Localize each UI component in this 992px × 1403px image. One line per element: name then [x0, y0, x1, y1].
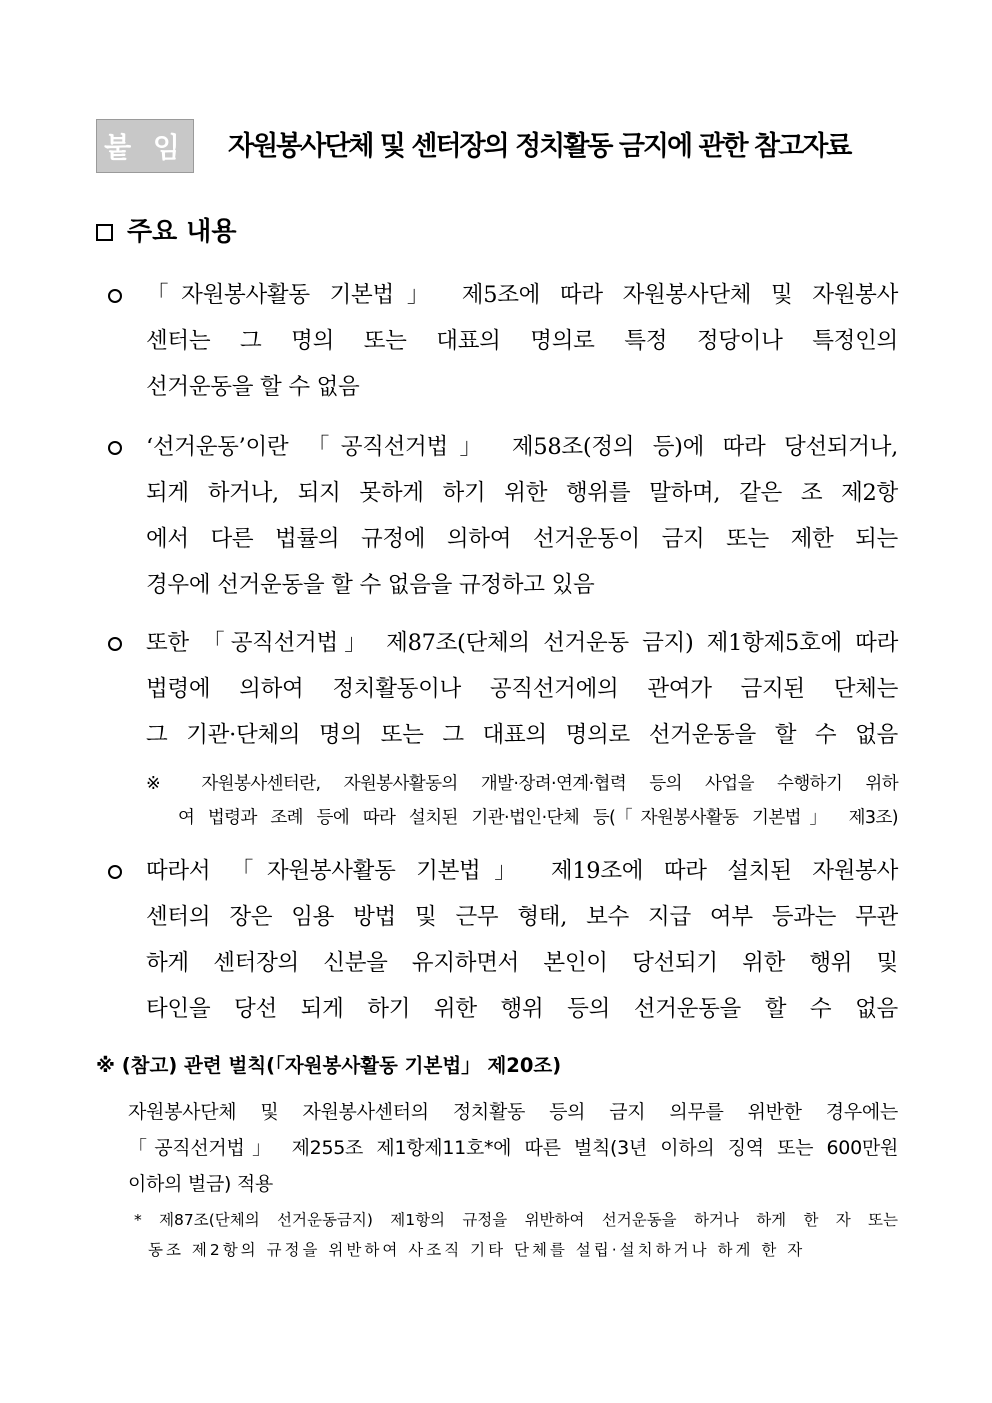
bullet-line: ‘선거운동’이란 「공직선거법」 제58조(정의 등)에 따라 당선되거나,: [146, 434, 898, 460]
circle-bullet-icon: [108, 865, 122, 879]
bullet-line: 「자원봉사활동 기본법」 제5조에 따라 자원봉사단체 및 자원봉사: [146, 282, 898, 308]
note-line: ※ 자원봉사센터란, 자원봉사활동의 개발·장려·연계·협력 등의 사업을 수행하기 위하: [146, 774, 898, 794]
bullet-line: 그 기관·단체의 명의 또는 그 대표의 명의로 선거운동을 할 수 없음: [146, 722, 898, 748]
circle-bullet-icon: [108, 289, 122, 303]
bullet-line: 법령에 의하여 정치활동이나 공직선거에의 관여가 금지된 단체는: [146, 676, 898, 702]
title-row: [96, 119, 916, 175]
bullet-line: 경우에 선거운동을 할 수 없음을 규정하고 있음: [146, 572, 595, 598]
note-line: 여 법령과 조례 등에 따라 설치된 기관·법인·단체 등(「자원봉사활동 기본법」 제3조): [178, 808, 898, 828]
footnote-line: 동조 제2항의 규정을 위반하여 사조직 기타 단체를 설립·설치하거나 하게 한 자: [148, 1241, 806, 1259]
bullet-line: 센터의 장은 임용 방법 및 근무 형태, 보수 지급 여부 등과는 무관: [146, 904, 898, 930]
footnote-line: * 제87조(단체의 선거운동금지) 제1항의 규정을 위반하여 선거운동을 하거나 하게 한 자 또는: [134, 1211, 898, 1229]
bullet-line: 선거운동을 할 수 없음: [146, 374, 360, 400]
appendix-badge: 붙 임: [96, 119, 194, 173]
bullet-line: 타인을 당선 되게 하기 위한 행위 등의 선거운동을 할 수 없음: [146, 996, 898, 1022]
reference-line: 「공직선거법」 제255조 제1항제11호*에 따른 벌칙(3년 이하의 징역 또는 600만원: [128, 1137, 898, 1159]
circle-bullet-icon: [108, 637, 122, 651]
reference-line: 이하의 벌금) 적용: [128, 1173, 273, 1195]
reference-heading: ※ (참고) 관련 벌칙(「자원봉사활동 기본법」 제20조): [96, 1054, 562, 1077]
section-heading: [96, 212, 237, 252]
bullet-line: 되게 하거나, 되지 못하게 하기 위한 행위를 말하며, 같은 조 제2항: [146, 480, 898, 506]
bullet-line: 또한 「공직선거법」 제87조(단체의 선거운동 금지) 제1항제5호에 따라: [146, 630, 898, 656]
circle-bullet-icon: [108, 441, 122, 455]
document-title: 자원봉사단체 및 센터장의 정치활동 금지에 관한 참고자료: [228, 131, 851, 162]
bullet-line: 센터는 그 명의 또는 대표의 명의로 특정 정당이나 특정인의: [146, 328, 898, 354]
section-heading-text: 주요 내용: [127, 217, 237, 247]
reference-line: 자원봉사단체 및 자원봉사센터의 정치활동 등의 금지 의무를 위반한 경우에는: [128, 1101, 898, 1123]
bullet-line: 따라서 「자원봉사활동 기본법」 제19조에 따라 설치된 자원봉사: [146, 858, 898, 884]
checkbox-square-icon: [96, 224, 113, 241]
bullet-line: 하게 센터장의 신분을 유지하면서 본인이 당선되기 위한 행위 및: [146, 950, 898, 976]
bullet-line: 에서 다른 법률의 규정에 의하여 선거운동이 금지 또는 제한 되는: [146, 526, 898, 552]
